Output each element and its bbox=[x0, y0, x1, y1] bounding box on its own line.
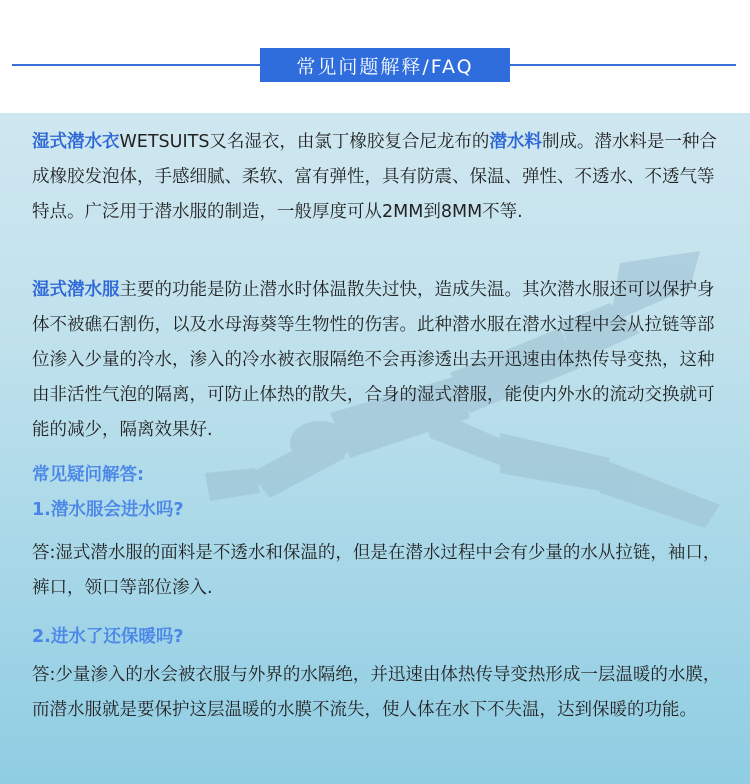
wetsuit-function-term: 湿式潜水服 bbox=[32, 280, 120, 300]
intro-paragraph bbox=[32, 125, 722, 230]
intro-text-b: 制成。潜水料是一种合成橡胶发泡体，手感细腻、柔软、富有弹性，具有防震、保温、弹性、不透水、不透气等特点。广泛用于潜水服的制造，一般厚度可从2MM到8MM不等. bbox=[32, 132, 717, 222]
faq-question-2: 2.进水了还保暖吗? bbox=[32, 627, 184, 647]
wetsuit-term: 湿式潜水衣 bbox=[32, 132, 120, 152]
header-title: 常见问题解释/FAQ bbox=[260, 48, 510, 82]
faq-answer-1: 答:湿式潜水服的面料是不透水和保温的，但是在潜水过程中会有少量的水从拉链，袖口，裤口，领口等部位渗入. bbox=[32, 543, 721, 598]
content-panel bbox=[0, 113, 750, 784]
material-term: 潜水料 bbox=[489, 132, 542, 152]
header-divider-left bbox=[12, 64, 260, 66]
intro-text-a: WETSUITS又名湿衣，由氯丁橡胶复合尼龙布的 bbox=[119, 132, 490, 152]
header bbox=[0, 0, 750, 113]
function-text: 主要的功能是防止潜水时体温散失过快，造成失温。其次潜水服还可以保护身体不被礁石割伤，以及水母海葵等生物性的伤害。此种潜水服在潜水过程中会从拉链等部位渗入少量的冷水，渗入的冷水被衣服隔绝不会再渗透出去开迅速由体热传导变热，这种由非活性气泡的隔离，可防止体热的散失，合身的湿式潜服，能使内外水的流动交换就可能的减少，隔离效果好. bbox=[32, 280, 715, 440]
faq-heading: 常见疑问解答: bbox=[32, 465, 144, 485]
function-paragraph bbox=[32, 273, 722, 448]
header-divider-right bbox=[510, 64, 736, 66]
faq-question-1: 1.潜水服会进水吗? bbox=[32, 500, 184, 520]
faq-answer-2: 答:少量渗入的水会被衣服与外界的水隔绝，并迅速由体热传导变热形成一层温暖的水膜，而潜水服就是要保护这层温暖的水膜不流失，使人体在水下不失温，达到保暖的功能。 bbox=[32, 665, 721, 720]
